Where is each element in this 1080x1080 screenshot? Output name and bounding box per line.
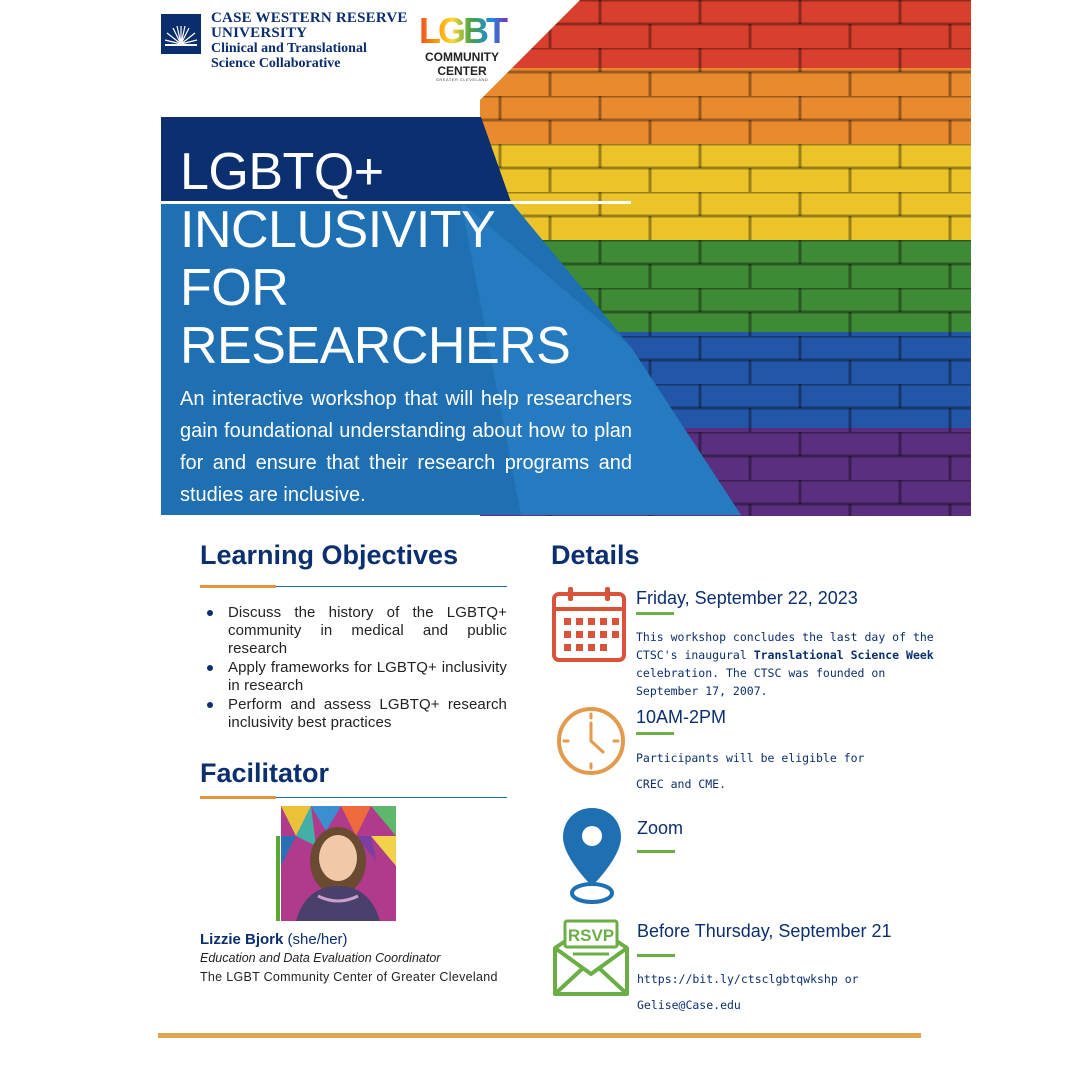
translational-science-week: Translational Science Week	[753, 648, 934, 662]
ctsc-name-line1: Clinical and Translational	[211, 41, 367, 56]
rsvp-email[interactable]: Gelise@Case.edu	[637, 998, 741, 1012]
title-line-1: LGBTQ+	[180, 143, 384, 201]
details-heading: Details	[551, 540, 640, 570]
rsvp-envelope-icon	[551, 918, 631, 998]
rsvp-rule	[637, 954, 675, 957]
time-heading: 10AM-2PM	[636, 707, 727, 727]
lgbt-letters: LGBT	[414, 13, 510, 49]
lgbt-center: CENTER	[437, 64, 487, 78]
cwru-name-line1: CASE WESTERN RESERVE	[211, 10, 408, 26]
facilitator-organization: The LGBT Community Center of Greater Cleveland	[200, 970, 498, 984]
learning-objectives-heading: Learning Objectives	[200, 540, 459, 570]
time-rule	[636, 732, 674, 735]
title-line-2: INCLUSIVITY	[180, 201, 496, 259]
cwru-name-line2: UNIVERSITY	[211, 25, 308, 41]
facilitator-heading: Facilitator	[200, 758, 330, 788]
lgbt-community: COMMUNITY	[425, 50, 499, 64]
footer-divider	[158, 1033, 921, 1038]
objective-item: Discuss the history of the LGBTQ+ community in medical and public research	[200, 604, 507, 658]
date-description-post: celebration. The CTSC was founded on September 17, 2007.	[636, 666, 886, 698]
facilitator-photo	[276, 806, 396, 921]
ctsc-name-line2: Science Collaborative	[211, 56, 341, 71]
facilitator-name	[200, 931, 348, 948]
location-rule	[637, 850, 675, 853]
facilitator-name-text: Lizzie Bjork	[200, 931, 284, 948]
title-line-3: FOR	[180, 259, 289, 317]
date-heading: Friday, September 22, 2023	[636, 588, 858, 608]
objective-item: Perform and assess LGBTQ+ research inclusivity best practices	[200, 696, 507, 732]
map-pin-icon	[560, 806, 624, 906]
rsvp-contact	[637, 966, 859, 1018]
clock-icon	[555, 705, 627, 777]
fac-accent	[200, 796, 276, 799]
cwru-logo	[161, 14, 201, 54]
calendar-icon	[551, 585, 627, 663]
lgbt-greater-cleveland: GREATER CLEVELAND	[435, 77, 489, 82]
facilitator-pronouns: (she/her)	[283, 931, 348, 948]
rsvp-badge-text: RSVP	[567, 926, 615, 945]
date-description	[636, 628, 946, 700]
hero-title	[180, 143, 570, 375]
facilitator-title: Education and Data Evaluation Coordinator	[200, 951, 441, 965]
objectives-list	[200, 604, 507, 733]
cwru-wordmark	[211, 11, 408, 71]
date-rule	[636, 612, 674, 615]
location-heading: Zoom	[637, 818, 684, 838]
objective-item: Apply frameworks for LGBTQ+ inclusivity in research	[200, 659, 507, 695]
rsvp-link[interactable]: https://bit.ly/ctsclgbtqwkshp or	[637, 972, 859, 986]
time-description: Participants will be eligible for CREC and CME.	[636, 751, 865, 791]
date-description-pre: This workshop concludes the last day of the CTSC's inaugural	[636, 630, 934, 662]
lo-accent	[200, 585, 276, 588]
hero-description: An interactive workshop that will help researchers gain foundational understanding about how to plan for and ensure that their research programs and studies are inclusive.	[180, 388, 632, 506]
rsvp-heading: Before Thursday, September 21	[637, 921, 892, 941]
title-line-4: RESEARCHERS	[180, 317, 571, 375]
